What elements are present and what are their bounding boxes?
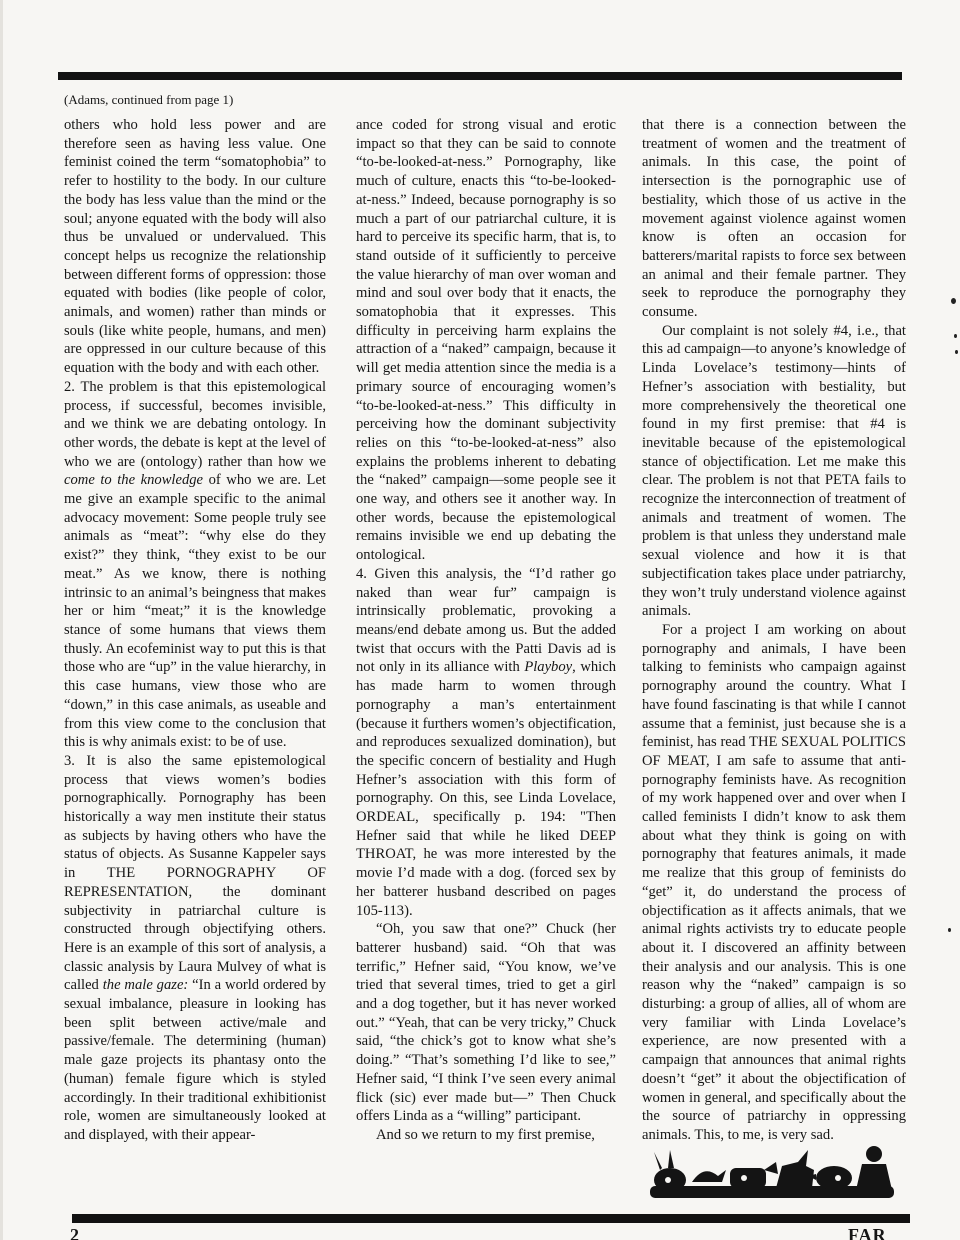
paragraph: And so we return to my first premise, bbox=[376, 1126, 595, 1143]
continued-note: (Adams, continued from page 1) bbox=[64, 92, 234, 107]
paragraph: others who hold less power and are therefore seen as having less value. One feminist coined the term “somatophobia” to refer to hostility to the body. In our culture the body has less value than the mind or the soul; anyone equated with the body will also thus be unvalued or undervalued. This concept helps us recognize the relationship between different forms of oppression: those equated with bodies (like people of color, animals, and women) rather than minds or souls (like white people, humans, and men) are oppressed in our culture because of this equation with the body and with each other. bbox=[64, 117, 326, 377]
animal-silhouettes-icon bbox=[648, 1140, 896, 1206]
column-2 bbox=[356, 116, 616, 1145]
paragraph: 3. It is also the same epistemological process that views women’s bodies pornographically. Pornography has been historically a way men institute their status as subjects by having others who have the status of objects. As Susanne Kappeler says in THE PORNOGRAPHY OF REPRESENTATION, the dominant subjectivity in patriarchal culture is constructed through objectifying others. Here is an example of this sort of analysis, a classic analysis by Laura Mulvey of what is called the male gaze: “In a world ordered by sexual imbalance, pleasure in looking has been split between active/male and passive/female. The determining (human) male gaze projects its phantasy onto the (human) female figure which is styled accordingly. In their traditional exhibitionist role, women are simultaneously looked at and displayed, with their appear- bbox=[64, 752, 326, 1143]
paragraph: ance coded for strong visual and erotic impact so that they can be said to connote “to-be-looked-at-ness.” Pornography, like much of culture, enacts this “to-be-looked-at-ness.” Indeed, because pornography is so much a part of our patriarchal culture, it is hard to perceive its specific harm, that is, to stand outside of it sufficiently to perceive the value hierarchy of man over woman and mind and soul over body that it enacts, the somatophobia that it expresses. This difficulty in perceiving harm explains the attraction of a “naked” campaign, because it will get media attention since the media is a primary source of encouraging women’s “to-be-looked-at-ness.” This difficulty in perceiving how the dominant subjectivity relies on this “to-be-looked-at-ness” also explains the problems inherent to debating the “naked” campaign—some people see it one way, and others see it another way. In other words, because the epistemological remains invisible we end up debating the ontological. bbox=[356, 117, 616, 564]
column-1 bbox=[64, 116, 326, 1145]
column-3 bbox=[642, 116, 906, 1145]
paragraph: that there is a connection between the treatment of women and the treatment of animals. In this case, the point of intersection is the pornographic use of bestiality, which those of us active in the movement against violence against women know is often an occasion for batterers/marital rapists to force sex between an animal and their female partner. They seek to reproduce the pornography they consume. bbox=[642, 117, 906, 321]
paragraph: 2. The problem is that this epistemological process, if successful, becomes invisible, and we think we are debating ontology. In other words, the debate is kept at the level of who we are (ontology) rather than how we come to the knowledge of who we are. Let me give an example specific to the animal advocacy movement: Some people truly see animals as “meat”: “why else do they exist?” they think, “they exist to be our meat.” As we know, there is nothing intrinsic to an animal’s beingness that makes her or him “meat;” it is the knowledge stance of some humans that views them thusly. An ecofeminist way to put this is that those who are “up” in the value hierarchy, in this case humans, view those who are “down,” in this case animals, as useable and from this view come to the conclusion that this is why animals exist: to be of use. bbox=[64, 378, 326, 751]
scan-speck bbox=[948, 928, 951, 932]
masthead-tag: FAR bbox=[848, 1228, 887, 1240]
paragraph: “Oh, you saw that one?” Chuck (her batterer husband) said. “Oh that was terrific,” Hefner said, “You know, we’ve tried that several times, tried to get a girl and a dog together, but it has never worked out.” “Yeah, that can be very tricky,” Chuck said, “the chick’s got to know what she’s doing.” “That’s something I’d like to see,” Hefner said, “I think I’ve seen every animal flick (sic) ever made but—” Then Chuck offers Linda as a “willing” participant. bbox=[356, 921, 616, 1125]
bottom-rule bbox=[72, 1214, 910, 1223]
paragraph: Our complaint is not solely #4, i.e., that this ad campaign—to anyone’s knowledge of Linda Lovelace’s testimony—hints of Hefner’s association with bestiality, but more comprehensively the theoretical one found in my first premise: that #4 is inevitable because of the epistemological stance of objectification. Let me make this clear. The problem is not that PETA fails to recognize the interconnection of treatment of animals and treatment of women. The problem is that unless they understand male sexual violence and how it is that subjectification takes place under patriarchy, they won’t truly understand violence against animals. bbox=[642, 322, 906, 620]
page-number: 2 bbox=[70, 1228, 79, 1240]
scan-speck bbox=[951, 298, 956, 304]
paragraph: 4. Given this analysis, the “I’d rather go naked than wear fur” campaign is intrinsically problematic, provoking a means/end debate among us. But the added twist that occurs with the Patti Davis ad is not only in its alliance with Playboy, which has made harm to women through pornography a man’s entertainment (because it furthers women’s objectification, and reproduces sexualized domination), but the specific concern of bestiality and Hugh Hefner’s association with this form of pornography. On this, see Linda Lovelace, ORDEAL, specifically p. 194: "Then Hefner said that while he liked DEEP THROAT, he was more interested by the movie I’d made with a dog. (forced sex by her batterer husband described on pages 105-113). bbox=[356, 565, 616, 919]
top-rule bbox=[58, 72, 902, 80]
paragraph: For a project I am working on about pornography and animals, I have been talking to feminists who campaign against pornography around the country. What I have found fascinating is that while I cannot assume that a feminist, just because she is a feminist, has read THE SEXUAL POLITICS OF MEAT, I am safe to assume that anti-pornography feminists have. As recognition of my work happened over and over when I called feminists I didn’t know to ask them about what they think is going on with pornography that features animals, it made me realize that this group of feminists do “get” it, do understand the process of objectification as it affects animals, that we animal rights activists try to educate people about it. I discovered an affinity between their analysis and our analysis. This is one reason why the “naked” campaign is so disturbing: a group of allies, all of whom are very familiar with Linda Lovelace’s experience, are now presented with a campaign that announces that animal rights doesn’t “get” it about the objectification of women in general, and specifically about the the source of patriarchy in oppressing animals. This, to me, is very sad. bbox=[642, 621, 906, 1143]
scan-speck bbox=[955, 350, 958, 354]
scan-speck bbox=[954, 334, 957, 338]
